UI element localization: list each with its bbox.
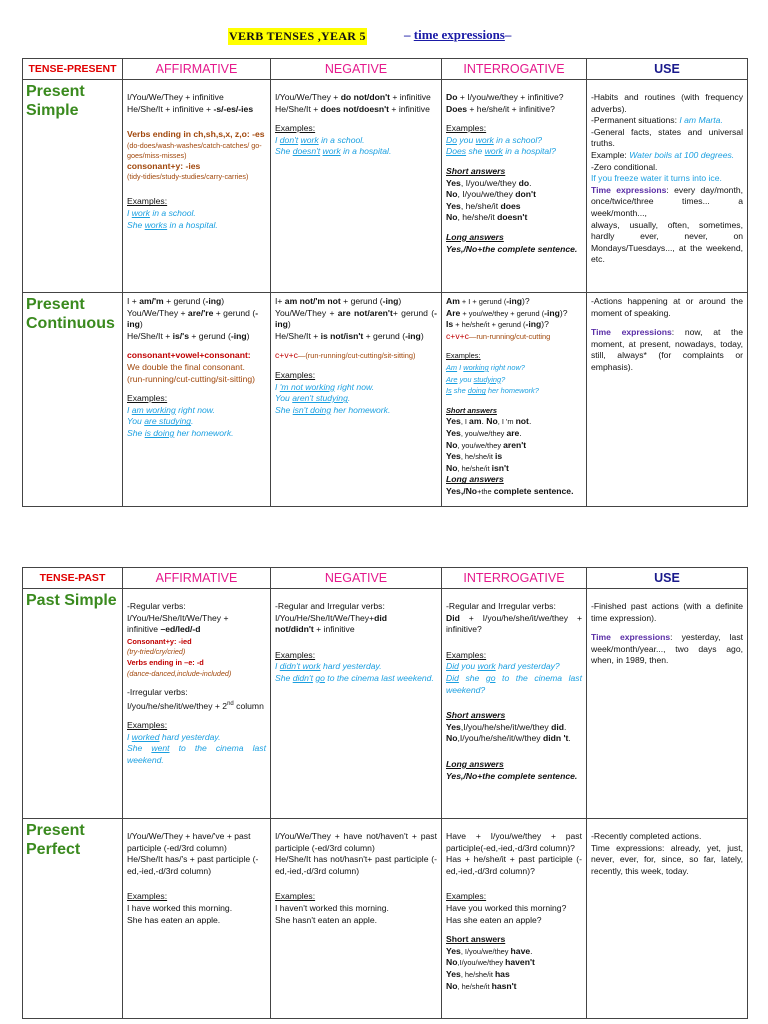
neg-line: He/She/It + is not/isn't + gerund (-ing): [275, 330, 424, 341]
example-sentence: She didn't go to the cinema last weekend.: [275, 672, 434, 683]
example-sentence: She doesn't work in a hospital.: [275, 146, 392, 157]
short-answers-label: Short answers: [446, 165, 506, 176]
short-answers-label: Short answers: [446, 710, 506, 721]
aff-line: He/She/It + is/'s + gerund (-ing): [127, 330, 250, 341]
example-sentence: She went to the cinema last weekend.: [127, 743, 266, 765]
subtitle-prefix: –: [404, 27, 414, 42]
header-tense: TENSE-PRESENT: [23, 59, 123, 80]
example-sentence: Did she go to the cinema last weekend?: [446, 672, 582, 695]
example-sentence: Do you work in a school?: [446, 134, 543, 145]
tense-name-present-continuous: Present Continuous: [26, 296, 115, 332]
int-line: Has + he/she/it + past participle (-ed,-ied,-d/3rd column)?: [446, 854, 582, 876]
past-simple-negative: [271, 589, 442, 819]
example-sentence: You aren't studying.: [275, 393, 351, 404]
present-tenses-table: [22, 58, 748, 507]
example-sentence: I worked hard yesterday.: [127, 731, 221, 742]
examples-label: Examples:: [446, 891, 487, 902]
use-line: Time expressions: now, at the moment, at present, nowadays, today, still, always* (for complaints or emphasis).: [591, 327, 743, 372]
int-line: Have + I/you/we/they + past participle(-ed,-ied,-d/3rd column)?: [446, 831, 582, 853]
past-simple-affirmative: [123, 589, 271, 819]
header-negative: NEGATIVE: [271, 568, 442, 589]
examples-label: Examples:: [275, 649, 316, 660]
example-sentence: She is doing her homework.: [127, 427, 234, 438]
present-simple-negative: [271, 80, 442, 293]
spelling-rule: consonant+y: -ies: [127, 160, 201, 171]
use-line: always, usually, often, sometimes, hardly ever, never, on Mondays/Tuesdays..., at the weekend, etc.: [591, 219, 743, 265]
header-interrogative: INTERROGATIVE: [442, 568, 587, 589]
short-answer: Yes, I/you/we/they do.: [446, 177, 532, 188]
int-line: Do + I/you/we/they + infinitive?: [446, 92, 564, 102]
present-continuous-negative: [271, 293, 442, 507]
example-sentence: Are you studying?: [446, 374, 506, 384]
spelling-rule-example: (dance-danced,include-included): [127, 668, 232, 678]
aff-line: I/You/He/She/It/We/They +: [127, 612, 229, 623]
present-perfect-use: [587, 819, 748, 1019]
examples-label: Examples:: [127, 891, 168, 902]
short-answer: Yes, I/you/we/they have.: [446, 945, 533, 956]
int-line: Am + I + gerund (-ing)?: [446, 296, 530, 306]
past-simple-interrogative: [442, 589, 587, 819]
short-answer: No, he/she/it isn't: [446, 462, 509, 473]
short-answer: No, he/she/it doesn't: [446, 212, 528, 223]
aff-line: I/You/We/They + infinitive: [127, 92, 224, 102]
present-continuous-affirmative: [123, 293, 271, 507]
examples-label: Examples:: [127, 393, 168, 404]
neg-line: You/We/They + are not/aren't+ gerund (-ing): [275, 307, 437, 330]
example-sentence: Does she work in a hospital?: [446, 146, 556, 157]
examples-label: Examples:: [275, 369, 316, 380]
short-answer: No, I/you/we/they don't: [446, 189, 536, 200]
spelling-rule: Consonant+y: -ied: [127, 636, 192, 646]
example-sentence: I 'm not working right now.: [275, 381, 375, 392]
spelling-rule-example: (run-running/cut-cutting/sit-sitting): [127, 373, 255, 384]
header-negative: NEGATIVE: [271, 59, 442, 80]
use-line: -Permanent situations: I am Marta.: [591, 115, 723, 126]
int-line: Does + he/she/it + infinitive?: [446, 103, 555, 114]
row-present-simple: [23, 80, 748, 293]
example-sentence: I haven't worked this morning.: [275, 902, 389, 913]
short-answer: Yes, I am. No, I 'm not.: [446, 416, 532, 427]
spelling-rule-example: (do-does/wash-washes/catch-catches/ go-goes/miss-misses): [127, 140, 262, 160]
neg-line: I/You/He/She/It/We/They+did: [275, 612, 388, 623]
spelling-rule: c+v+c—run-running/cut-cutting: [446, 330, 551, 341]
neg-line: I+ am not/'m not + gerund (-ing): [275, 296, 402, 306]
subtitle-suffix: –: [504, 27, 512, 42]
document-header: [0, 26, 768, 48]
example-sentence: I didn't work hard yesterday.: [275, 661, 382, 672]
use-line: -Zero conditional.: [591, 161, 658, 172]
document-subtitle: [404, 27, 511, 43]
present-simple-affirmative: [123, 80, 271, 293]
subtitle-text: time expressions: [413, 27, 505, 42]
spelling-rule: We double the final consonant.: [127, 361, 245, 372]
aff-line: You/We/They + are/'re + gerund (-ing): [127, 307, 259, 330]
long-answers-label: Long answers: [446, 474, 504, 485]
example-sentence: She works in a hospital.: [127, 219, 218, 230]
example-sentence: I work in a school.: [127, 207, 196, 218]
header-use: USE: [587, 59, 748, 80]
short-answers-label: Short answers: [446, 405, 497, 415]
use-line: Example: Water boils at 100 degrees.: [591, 149, 735, 160]
example-sentence: Am I working right now?: [446, 362, 525, 372]
use-line: -Finished past actions (with a definite time expression).: [591, 601, 743, 623]
spelling-rule-example: (try-tried/cry/cried): [127, 647, 186, 657]
example-sentence: Have you worked this morning?: [446, 902, 567, 913]
examples-label: Examples:: [127, 720, 168, 731]
examples-label: Examples:: [446, 351, 481, 361]
header-use: USE: [587, 568, 748, 589]
present-simple-interrogative: [442, 80, 587, 293]
row-present-perfect: [23, 819, 748, 1019]
short-answer: No, he/she/it hasn't: [446, 980, 517, 991]
short-answer: Yes, he/she/it has: [446, 968, 510, 979]
short-answer: Yes, you/we/they are.: [446, 427, 522, 438]
use-line: Time expressions: every day/month, once/twice/three times... a week/month...,: [591, 184, 743, 218]
long-answers-label: Long answers: [446, 231, 504, 242]
header-interrogative: INTERROGATIVE: [442, 59, 587, 80]
example-sentence: I don't work in a school.: [275, 134, 365, 145]
examples-label: Examples:: [275, 891, 316, 902]
use-line: -General facts, states and universal truths.: [591, 126, 743, 149]
header-tense: TENSE-PAST: [23, 568, 123, 589]
spelling-rule: Verbs ending in –e: -d: [127, 658, 204, 668]
example-sentence: She has eaten an apple.: [127, 914, 221, 925]
short-answer: Yes,I/you/he/she/it/we/they did.: [446, 721, 567, 732]
present-header-row: [23, 59, 748, 80]
example-sentence: She isn't doing her homework.: [275, 404, 391, 415]
int-line: Is + he/she/it + gerund (-ing)?: [446, 319, 549, 330]
example-sentence: She hasn't eaten an apple.: [275, 914, 377, 925]
aff-line: He/She/It has/'s + past participle (-ed,-ied,-d/3rd column): [127, 854, 259, 876]
aff-ending: -s/-es/-ies: [213, 103, 254, 114]
examples-label: Examples:: [127, 196, 168, 207]
neg-line: -Regular and Irregular verbs:: [275, 601, 385, 611]
past-tenses-table: [22, 567, 748, 1019]
examples-label: Examples:: [275, 123, 316, 134]
spelling-rule-example: (tidy-tidies/study-studies/carry-carries): [127, 172, 249, 182]
aff-line: -Regular verbs:: [127, 601, 186, 611]
aff-line: infinitive –ed/led/-d: [127, 624, 201, 635]
aff-line: -Irregular verbs:: [127, 686, 188, 697]
spelling-rule: c+v+c—(run-running/cut-cutting/sit-sitting): [275, 350, 416, 361]
example-sentence: You are studying.: [127, 416, 194, 427]
row-past-simple: [23, 589, 748, 819]
use-line: -Actions happening at or around the moment of speaking.: [591, 296, 743, 318]
document-title: VERB TENSES ,YEAR 5: [229, 29, 366, 43]
present-perfect-negative: [271, 819, 442, 1019]
use-line: Time expressions: already, yet, just, never, ever, for, since, so far, lately, recently, this week, today.: [591, 842, 743, 876]
past-simple-use: [587, 589, 748, 819]
use-line: -Habits and routines (with frequency adverbs).: [591, 92, 743, 114]
short-answer: No, you/we/they aren't: [446, 439, 527, 450]
aff-line: [127, 104, 266, 116]
tense-name-present-simple: Present Simple: [26, 83, 85, 119]
example-sentence: Is she doing her homework?: [446, 386, 539, 396]
example-sentence: Did you work hard yesterday?: [446, 661, 560, 672]
use-line: Time expressions: yesterday, last week/month/year..., two days ago, when, in 1989, then.: [591, 632, 744, 666]
present-simple-use: [587, 80, 748, 293]
spelling-rule: Verbs ending in ch,sh,s,x, z,o: -es: [127, 129, 265, 140]
neg-line: I/You/We/They + do not/don't + infinitive: [275, 92, 431, 102]
long-answers-label: Long answers: [446, 758, 504, 769]
use-line: -Recently completed actions.: [591, 831, 702, 841]
aff-text: He/She/It + infinitive +: [127, 103, 214, 114]
short-answer: Yes, he/she/it does: [446, 200, 521, 211]
neg-line: He/She/It has not/hasn't+ past participle (-ed,-ied,-d/3rd column): [275, 854, 437, 876]
short-answer: Yes, he/she/it is: [446, 451, 503, 462]
past-header-row: [23, 568, 748, 589]
int-line: Are + you/we/they + gerund (-ing)?: [446, 307, 568, 318]
int-line: -Regular and Irregular verbs:: [446, 601, 556, 611]
short-answer: No,I/you/we/they haven't: [446, 957, 535, 968]
examples-label: Examples:: [446, 123, 487, 134]
long-answer: Yes,/No+the complete sentence.: [446, 243, 578, 254]
present-continuous-interrogative: [442, 293, 587, 507]
header-affirmative: AFFIRMATIVE: [123, 568, 271, 589]
long-answer: Yes,/No+the complete sentence.: [446, 485, 574, 496]
present-perfect-interrogative: [442, 819, 587, 1019]
neg-line: I/You/We/They + have not/haven't + past participle (-ed/3rd column): [275, 831, 437, 853]
neg-line: not/didn't + infinitive: [275, 624, 355, 635]
short-answers-label: Short answers: [446, 934, 506, 945]
tense-name-past-simple: Past Simple: [26, 592, 117, 609]
spelling-rule: consonant+vowel+consonant:: [127, 350, 251, 361]
present-continuous-use: [587, 293, 748, 507]
example-sentence: Has she eaten an apple?: [446, 914, 542, 925]
use-line: If you freeze water it turns into ice.: [591, 173, 722, 184]
examples-label: Examples:: [446, 649, 487, 660]
long-answer: Yes,/No+the complete sentence.: [446, 770, 578, 781]
short-answer: No,I/you/he/she/it/w/they didn 't.: [446, 733, 571, 744]
row-present-continuous: [23, 293, 748, 507]
example-sentence: I am working right now.: [127, 404, 215, 415]
aff-line: I/you/he/she/it/we/they + 2nd column: [127, 700, 264, 711]
example-sentence: I have worked this morning.: [127, 902, 233, 913]
tense-name-present-perfect: Present Perfect: [26, 822, 85, 858]
int-line: Did + I/you/he/she/it/we/they + infinitive?: [446, 612, 582, 635]
neg-line: He/She/It + does not/doesn't + infinitive: [275, 103, 430, 114]
header-affirmative: AFFIRMATIVE: [123, 59, 271, 80]
aff-line: I + am/'m + gerund (-ing): [127, 296, 225, 306]
aff-line: I/You/We/They + have/'ve + past participle (-ed/3rd column): [127, 831, 251, 853]
present-perfect-affirmative: [123, 819, 271, 1019]
